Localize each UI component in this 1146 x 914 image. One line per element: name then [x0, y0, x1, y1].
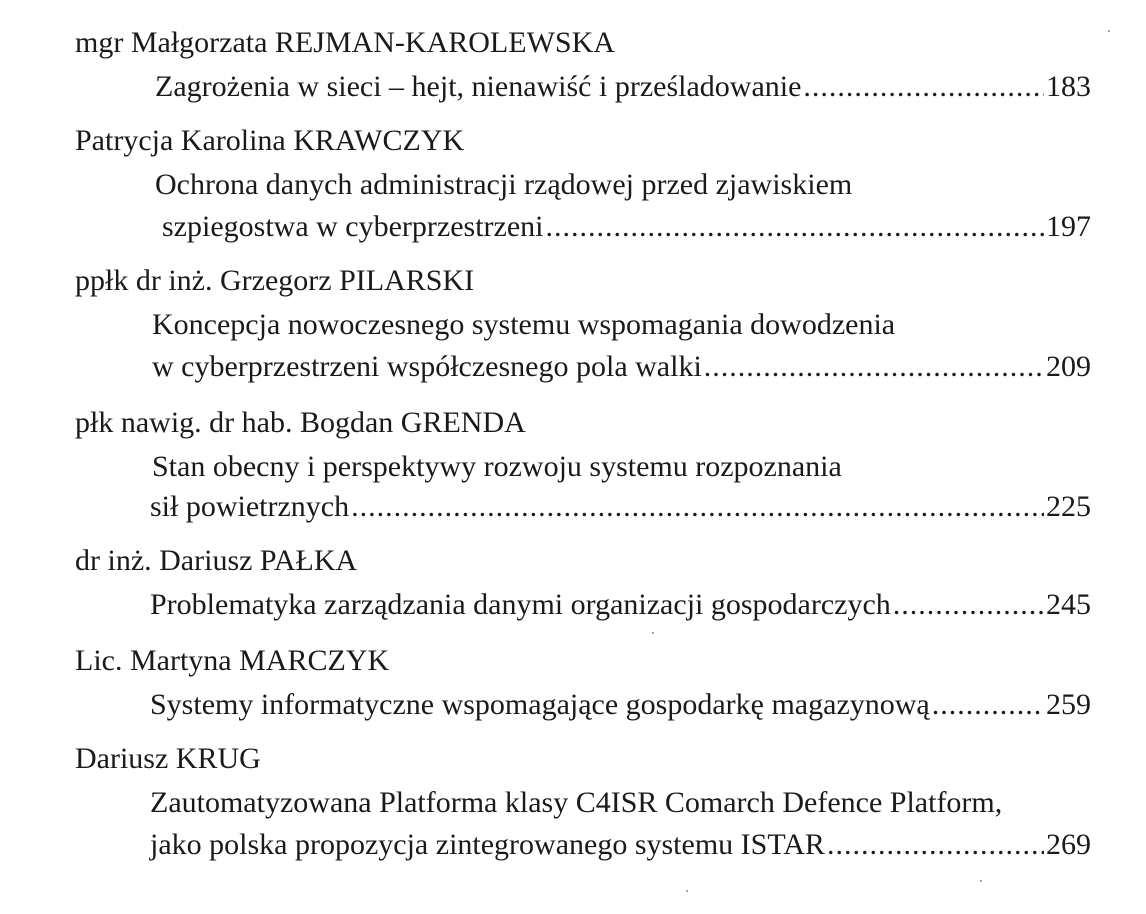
toc-author: Dariusz KRUG — [75, 742, 261, 775]
toc-entry-line — [162, 210, 1091, 244]
toc-title: Ochrona danych administracji rządowej przed zjawiskiem — [155, 168, 853, 201]
toc-entry-line — [150, 490, 1091, 524]
dot-leader — [893, 588, 1044, 622]
toc-author: Patrycja Karolina KRAWCZYK — [75, 124, 465, 157]
toc-title: Zautomatyzowana Platforma klasy C4ISR Comarch Defence Platform, — [150, 786, 1003, 819]
toc-title: szpiegostwa w cyberprzestrzeni — [162, 210, 544, 243]
scan-speck — [1108, 30, 1110, 32]
dot-leader — [546, 210, 1044, 244]
toc-author: ppłk dr inż. Grzegorz PILARSKI — [75, 264, 475, 297]
toc-author: mgr Małgorzata REJMAN-KAROLEWSKA — [75, 26, 615, 59]
toc-title: jako polska propozycja zintegrowanego systemu ISTAR — [150, 828, 825, 861]
toc-title: Systemy informatyczne wspomagające gospodarkę magazynową — [150, 688, 930, 721]
dot-leader — [704, 350, 1044, 384]
toc-page-number: 245 — [1046, 588, 1091, 621]
toc-author: dr inż. Dariusz PAŁKA — [75, 544, 358, 577]
scan-speck — [980, 880, 982, 882]
toc-page-number: 259 — [1046, 688, 1091, 721]
toc-page-number: 209 — [1046, 350, 1091, 383]
toc-entry-line — [150, 588, 1091, 622]
toc-page-number: 197 — [1046, 210, 1091, 243]
toc-title: w cyberprzestrzeni współczesnego pola walki — [152, 350, 702, 383]
dot-leader — [827, 828, 1044, 862]
toc-entry-line — [150, 688, 1091, 722]
dot-leader — [351, 490, 1044, 524]
toc-page-number: 269 — [1046, 828, 1091, 861]
scan-speck — [652, 632, 654, 634]
toc-entry-line — [152, 350, 1091, 384]
toc-title: Problematyka zarządzania danymi organizacji gospodarczych — [150, 588, 891, 621]
dot-leader — [803, 70, 1044, 104]
toc-title: Zagrożenia w sieci – hejt, nienawiść i prześladowanie — [155, 70, 802, 103]
toc-title: Koncepcja nowoczesnego systemu wspomagania dowodzenia — [152, 308, 896, 341]
toc-author: płk nawig. dr hab. Bogdan GRENDA — [75, 406, 526, 439]
toc-entry-line — [155, 70, 1091, 104]
dot-leader — [932, 688, 1044, 722]
toc-page-number: 183 — [1046, 70, 1091, 103]
toc-page-number: 225 — [1046, 490, 1091, 523]
scan-speck — [686, 890, 688, 892]
toc-entry-line — [150, 828, 1091, 862]
toc-title: Stan obecny i perspektywy rozwoju systemu rozpoznania — [152, 450, 842, 483]
toc-title: sił powietrznych — [150, 490, 350, 523]
toc-author: Lic. Martyna MARCZYK — [75, 644, 390, 677]
